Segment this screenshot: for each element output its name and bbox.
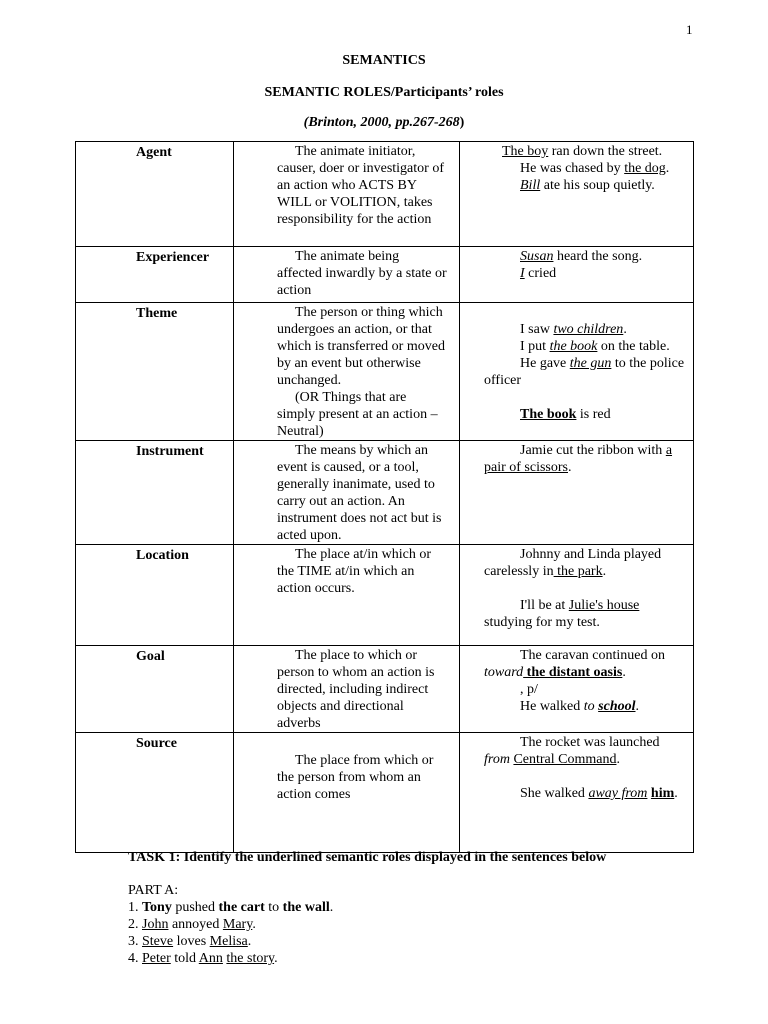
task-heading: TASK 1: Identify the underlined semantic roles displayed in the sentences below <box>128 850 607 865</box>
citation: (Brinton, 2000, pp.267-268) <box>303 115 465 130</box>
role-name: Location <box>76 545 234 646</box>
page-number: 1 <box>686 22 693 37</box>
role-definition: The means by which an event is caused, or a tool, generally inanimate, used to carry out an action. An instrument does not act but is acted upon. <box>234 441 460 545</box>
table-row <box>76 545 694 646</box>
semantic-roles-table <box>75 141 694 853</box>
role-definition: The animate being affected inwardly by a state or action <box>234 247 460 303</box>
role-examples: Johnny and Linda played carelessly in the park. I'll be at Julie's house studying for my test. <box>460 545 694 646</box>
role-definition: The place at/in which or the TIME at/in which an action occurs. <box>234 545 460 646</box>
role-name: Instrument <box>76 441 234 545</box>
role-name: Theme <box>76 303 234 441</box>
list-item: 2. John annoyed Mary. <box>128 917 256 932</box>
role-name: Source <box>76 733 234 853</box>
page-title: SEMANTICS <box>342 53 426 68</box>
table-row <box>76 303 694 441</box>
role-examples: Susan heard the song. I cried <box>460 247 694 303</box>
role-examples: The boy ran down the street. He was chased by the dog. Bill ate his soup quietly. <box>460 142 694 247</box>
role-definition: The place from which or the person from whom an action comes <box>234 733 460 853</box>
role-name: Goal <box>76 646 234 733</box>
role-definition: The place to which or person to whom an action is directed, including indirect objects and directional adverbs <box>234 646 460 733</box>
list-item: 4. Peter told Ann the story. <box>128 951 278 966</box>
role-examples: The caravan continued on toward the distant oasis. , p/ He walked to school. <box>460 646 694 733</box>
list-item: 1. Tony pushed the cart to the wall. <box>128 900 334 915</box>
role-examples: Jamie cut the ribbon with a pair of scissors. <box>460 441 694 545</box>
role-definition: The person or thing which undergoes an action, or that which is transferred or moved by an event but otherwise unchanged. (OR Things that are simply present at an action – Neutral) <box>234 303 460 441</box>
table-row <box>76 733 694 853</box>
table-row <box>76 142 694 247</box>
page-subtitle: SEMANTIC ROLES/Participants’ roles <box>264 85 504 100</box>
list-item: 3. Steve loves Melisa. <box>128 934 252 949</box>
table-row <box>76 247 694 303</box>
role-name: Experiencer <box>76 247 234 303</box>
role-examples: I saw two children. I put the book on the table. He gave the gun to the police officer The book is red <box>460 303 694 441</box>
table-row <box>76 441 694 545</box>
role-examples: The rocket was launched from Central Command. She walked away from him. <box>460 733 694 853</box>
role-name: Agent <box>76 142 234 247</box>
part-a-heading: PART A: <box>128 883 179 898</box>
role-definition: The animate initiator, causer, doer or investigator of an action who ACTS BY WILL or VOLITION, takes responsibility for the action <box>234 142 460 247</box>
table-row <box>76 646 694 733</box>
